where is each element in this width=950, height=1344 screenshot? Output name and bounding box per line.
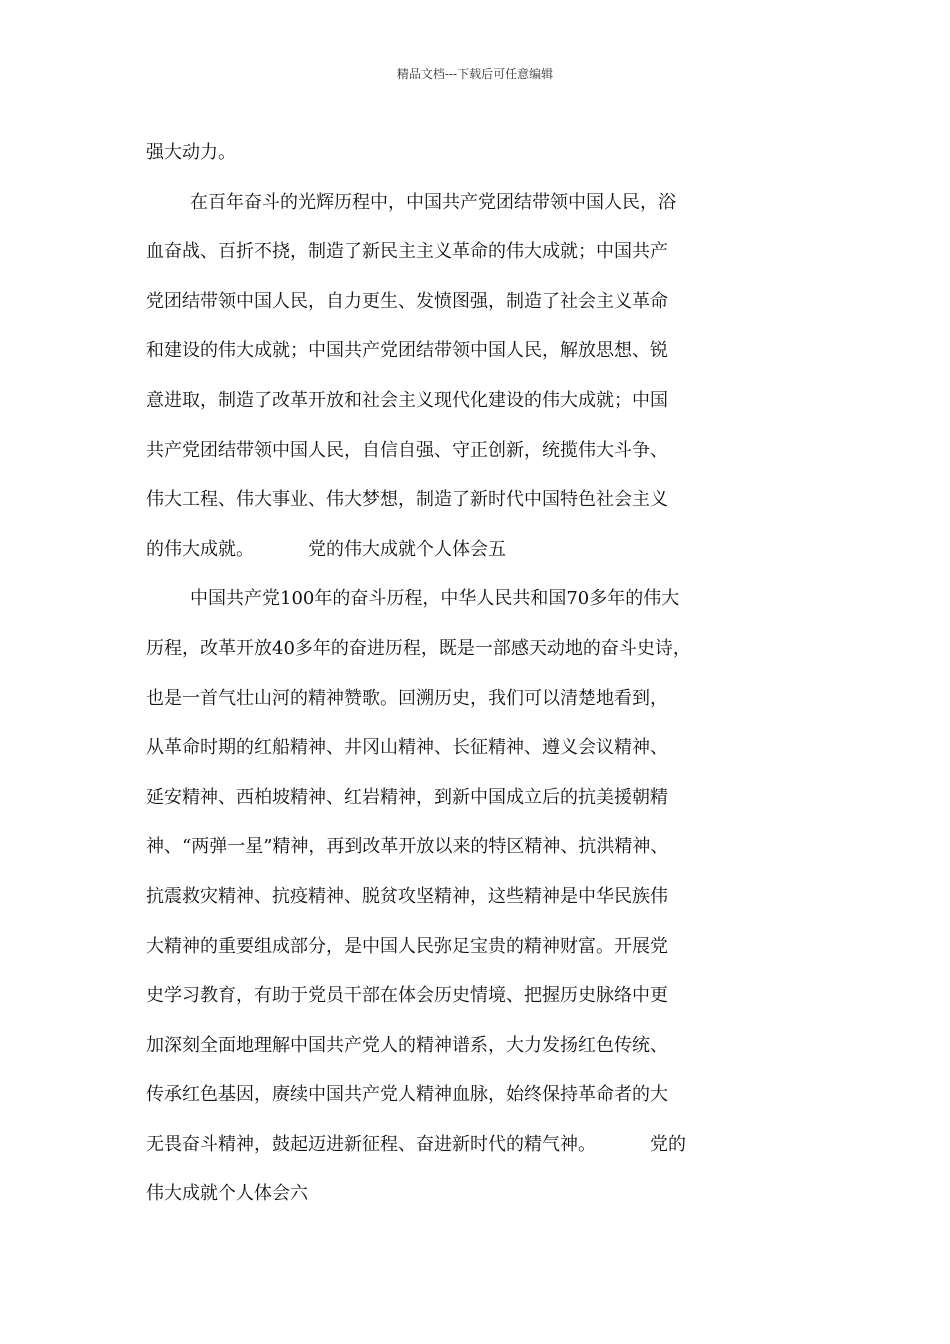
- document-body: [146, 128, 822, 1219]
- section-heading: 党的伟大成就个人体会五: [308, 538, 506, 560]
- text-line: 从革命时期的红船精神、井冈山精神、长征精神、遵义会议精神、: [146, 737, 668, 759]
- text-line: 大精神的重要组成部分，是中国人民弥足宝贵的精神财富。开展党: [146, 935, 668, 957]
- text-line-with-heading: [146, 1120, 822, 1170]
- text-line: 中国共产党100年的奋斗历程，中华人民共和国70多年的伟大: [190, 588, 680, 610]
- text-line: 意进取，制造了改革开放和社会主义现代化建设的伟大成就；中国: [146, 389, 668, 411]
- text-line: 加深刻全面地理解中国共产党人的精神谱系，大力发扬红色传统、: [146, 1034, 668, 1056]
- text-line-with-heading: [146, 525, 822, 575]
- text-line: 史学习教育，有助于党员干部在体会历史情境、把握历史脉络中更: [146, 985, 668, 1007]
- section-heading: 党的: [650, 1133, 686, 1155]
- text-line: 延安精神、西柏坡精神、红岩精神，到新中国成立后的抗美援朝精: [146, 786, 668, 808]
- text-line: 共产党团结带领中国人民，自信自强、守正创新，统揽伟大斗争、: [146, 439, 668, 461]
- text-line: 神、“两弹一星”精神，再到改革开放以来的特区精神、抗洪精神、: [146, 836, 669, 858]
- text-line: 在百年奋斗的光辉历程中，中国共产党团结带领中国人民，浴: [190, 191, 676, 213]
- text-line: 历程，改革开放40多年的奋进历程，既是一部感天动地的奋斗史诗，: [146, 637, 691, 659]
- text-line: 伟大工程、伟大事业、伟大梦想，制造了新时代中国特色社会主义: [146, 489, 668, 511]
- text-line: 血奋战、百折不挠，制造了新民主主义革命的伟大成就；中国共产: [146, 241, 668, 263]
- text-line: 也是一首气壮山河的精神赞歌。回溯历史，我们可以清楚地看到，: [146, 687, 668, 709]
- text-line: 和建设的伟大成就；中国共产党团结带领中国人民，解放思想、锐: [146, 340, 668, 362]
- text-line: 党团结带领中国人民，自力更生、发愤图强，制造了社会主义革命: [146, 290, 668, 312]
- text-line: 抗震救灾精神、抗疫精神、脱贫攻坚精神，这些精神是中华民族伟: [146, 885, 668, 907]
- text-segment: 无畏奋斗精神，鼓起迈进新征程、奋进新时代的精气神。: [146, 1133, 596, 1155]
- text-segment: 的伟大成就。: [146, 538, 254, 560]
- section-heading: 伟大成就个人体会六: [146, 1183, 308, 1205]
- text-line: 强大动力。: [146, 142, 236, 163]
- text-line: 传承红色基因，赓续中国共产党人精神血脉，始终保持革命者的大: [146, 1084, 668, 1106]
- page-header: 精品文档---下载后可任意编辑: [396, 67, 554, 81]
